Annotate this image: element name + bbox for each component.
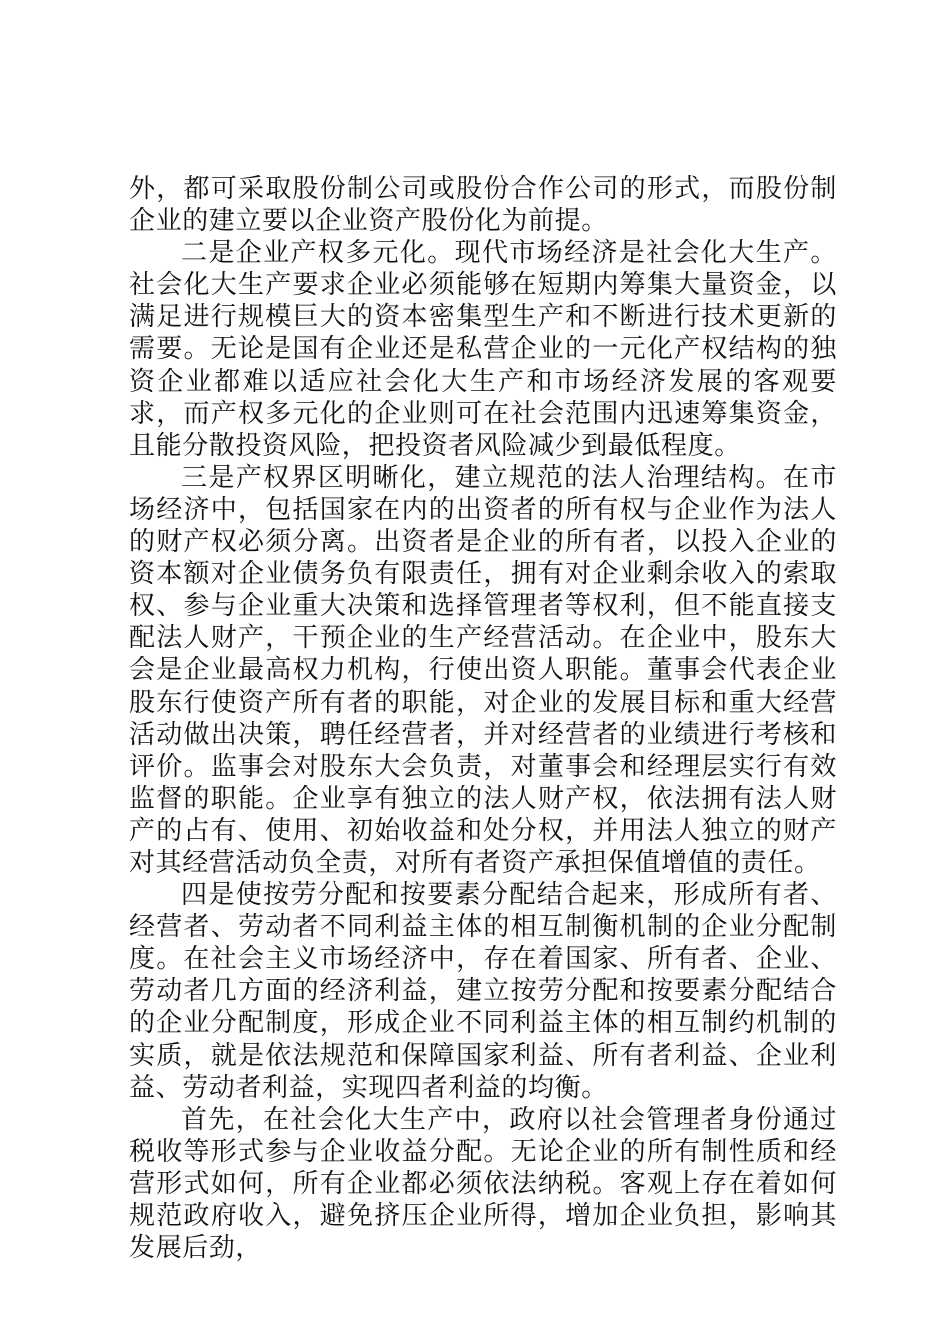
paragraph-distribution-system: 四是使按劳分配和按要素分配结合起来，形成所有者、经营者、劳动者不同利益主体的相互制衡机制的企业分配制度。在社会主义市场经济中，存在着国家、所有者、企业、劳动者几方面的经济利益，建立按劳分配和按要素分配结合的企业分配制度，形成企业不同利益主体的相互制约机制的实质，就是依法规范和保障国家利益、所有者利益、企业利益、劳动者利益，实现四者利益的均衡。 [129,880,837,1103]
paragraph-government-taxation: 首先，在社会化大生产中，政府以社会管理者身份通过税收等形式参与企业收益分配。无论企业的所有制性质和经营形式如何，所有企业都必须依法纳税。客观上存在着如何规范政府收入，避免挤压企业所得，增加企业负担，影响其发展后劲， [129,1104,837,1264]
document-body [129,173,837,1264]
paragraph-property-rights-clarity: 三是产权界区明晰化，建立规范的法人治理结构。在市场经济中，包括国家在内的出资者的所有权与企业作为法人的财产权必须分离。出资者是企业的所有者，以投入企业的资本额对企业债务负有限责任，拥有对企业剩余收入的索取权、参与企业重大决策和选择管理者等权利，但不能直接支配法人财产，干预企业的生产经营活动。在企业中，股东大会是企业最高权力机构，行使出资人职能。董事会代表企业股东行使资产所有者的职能，对企业的发展目标和重大经营活动做出决策，聘任经营者，并对经营者的业绩进行考核和评价。监事会对股东大会负责，对董事会和经理层实行有效监督的职能。企业享有独立的法人财产权，依法拥有法人财产的占有、使用、初始收益和处分权，并用法人独立的财产对其经营活动负全责，对所有者资产承担保值增值的责任。 [129,462,837,878]
paragraph-property-diversification: 二是企业产权多元化。现代市场经济是社会化大生产。社会化大生产要求企业必须能够在短期内筹集大量资金，以满足进行规模巨大的资本密集型生产和不断进行技术更新的需要。无论是国有企业还是私营企业的一元化产权结构的独资企业都难以适应社会化大生产和市场经济发展的客观要求，而产权多元化的企业则可在社会范围内迅速筹集资金，且能分散投资风险，把投资者风险减少到最低程度。 [129,238,837,461]
paragraph-continuation: 外，都可采取股份制公司或股份合作公司的形式，而股份制企业的建立要以企业资产股份化为前提。 [129,174,837,237]
